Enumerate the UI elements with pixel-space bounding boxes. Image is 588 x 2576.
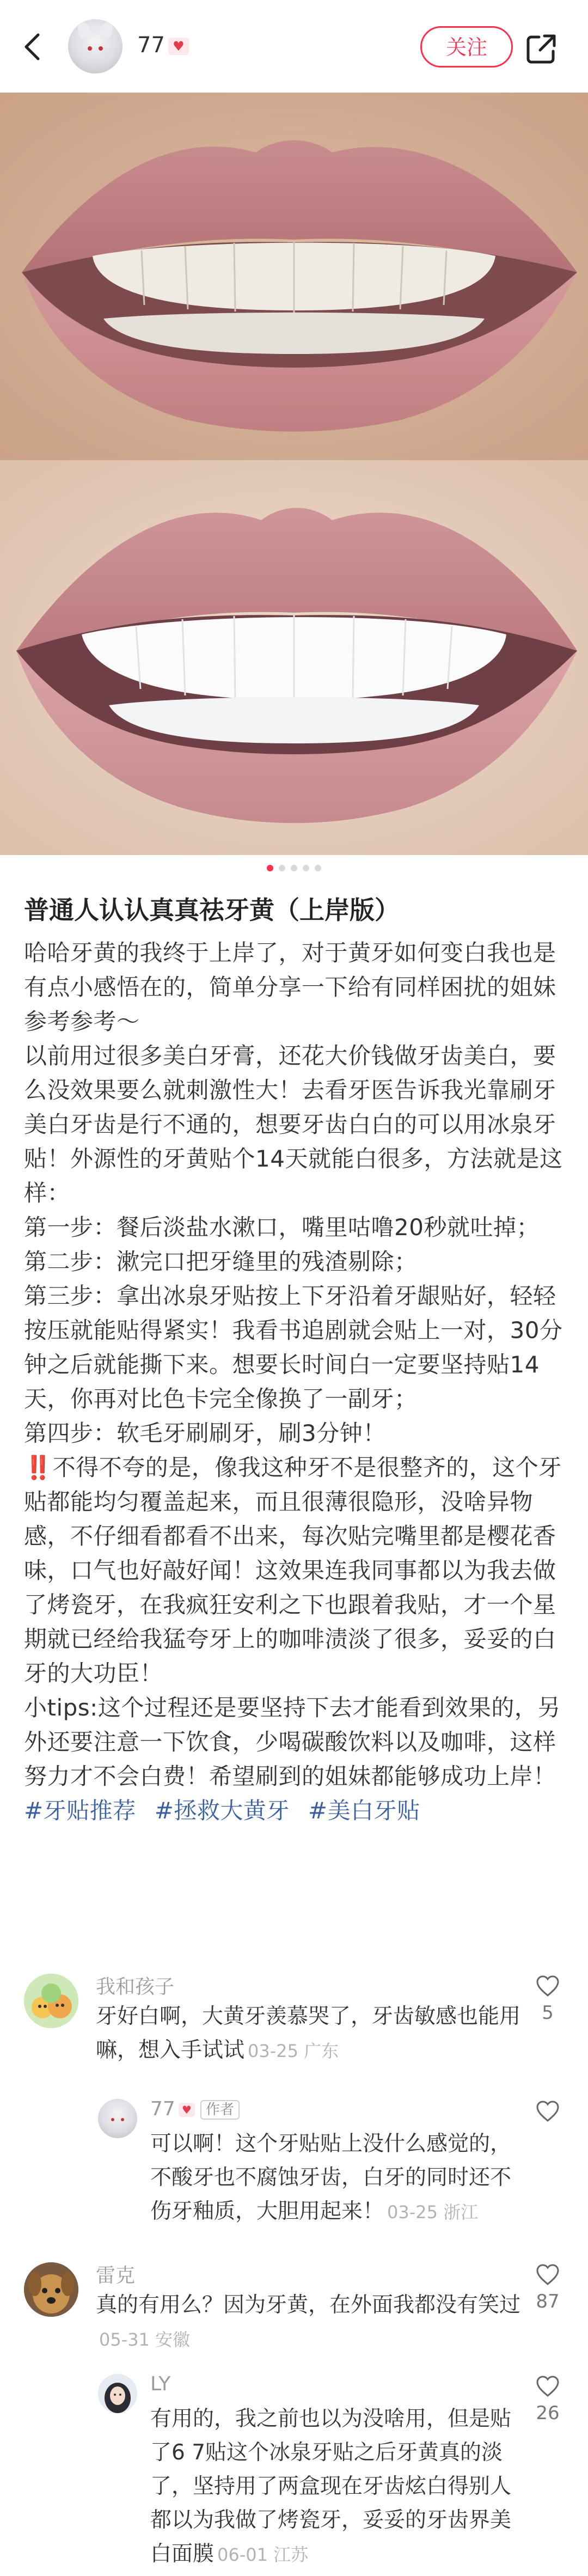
comment-item (0, 2260, 588, 2374)
post-paragraph: 第三步：拿出冰泉牙贴按上下牙沿着牙龈贴好，轻轻按压就能贴得紧实！我看书追剧就会贴上一对，30分钟之后就能撕下来。想要长时间白一定要坚持贴14天，你再对比色卡完全像换了一副牙； (24, 1283, 563, 1412)
heart-icon (536, 2375, 560, 2398)
reply-body: 有用的，我之前也以为没啥用，但是贴了6 7贴这个冰泉牙贴之后牙黄真的淡了，坚持用了两盒现在牙齿炫白得别人都以为我做了烤瓷牙，妥妥的牙齿界美白面膜 (150, 2407, 512, 2566)
post-paragraph: 以前用过很多美白牙膏，还花大价钱做牙齿美白，要么没效果要么就刺激性大！去看牙医告诉我光靠刷牙美白牙齿是行不通的，想要牙齿白白的可以用冰泉牙贴！外源性的牙黄贴个14天就能白很多，方法就是这样： (24, 1042, 563, 1206)
hashtag-link[interactable]: #美白牙贴 (308, 1797, 420, 1824)
carousel-indicator (0, 863, 588, 874)
heart-badge-icon: ♥ (168, 38, 189, 55)
heart-icon (536, 2100, 560, 2123)
like-button[interactable] (531, 2375, 564, 2424)
avatar-ear (99, 21, 115, 38)
reply-text[interactable] (150, 2402, 520, 2572)
author-reply-avatar[interactable] (98, 2099, 137, 2138)
reply-avatar[interactable] (98, 2374, 137, 2413)
comment-text[interactable] (96, 2288, 520, 2357)
author-name[interactable] (137, 33, 189, 58)
comment-meta: 03-25 广东 (248, 2041, 339, 2061)
back-button[interactable] (22, 32, 44, 62)
share-button[interactable] (524, 32, 559, 66)
reply-body: 可以啊！这个牙贴贴上没什么感觉的，不酸牙也不腐蚀牙齿，白牙的同时还不伤牙釉质，大胆用起来！ (150, 2132, 512, 2224)
reply-author-name[interactable]: LY (150, 2373, 171, 2395)
commenter-name[interactable]: 我和孩子 (96, 1976, 175, 1998)
author-name-text[interactable]: 77 (137, 33, 165, 58)
carousel-dot[interactable] (303, 865, 309, 871)
share-icon (524, 32, 559, 66)
commenter-avatar[interactable] (24, 1974, 78, 2028)
top-bar (0, 0, 588, 93)
post-title: 普通人认认真真祛牙黄（上岸版） (24, 895, 400, 925)
carousel-dot-active[interactable] (267, 865, 273, 871)
teeth-photo-before[interactable] (0, 93, 588, 460)
teeth-photo-before-image (0, 93, 588, 460)
carousel-dot[interactable] (291, 865, 297, 871)
post-paragraph: 哈哈牙黄的我终于上岸了，对于黄牙如何变白我也是有点小感悟在的，简单分享一下给有同样困扰的姐妹参考参考～ (24, 939, 556, 1035)
author-tag: 作者 (200, 2100, 240, 2120)
teeth-photo-after[interactable] (0, 460, 588, 855)
teeth-photo-after-image (0, 460, 588, 855)
comment-body: 真的有用么？因为牙黄，在外面我都没有笑过 (96, 2293, 521, 2317)
author-avatar-image (98, 2099, 137, 2138)
like-count: 5 (542, 2002, 554, 2024)
like-count: 26 (536, 2402, 560, 2424)
avatar-ear (76, 21, 92, 38)
reply-item (0, 2372, 588, 2576)
post-body (24, 936, 568, 1828)
like-button[interactable] (531, 2100, 564, 2127)
dog-avatar-image (24, 2262, 78, 2317)
carousel-dot[interactable] (279, 865, 285, 871)
cartoon-avatar-image (24, 1974, 78, 2028)
avatar-eye (99, 46, 103, 51)
comment-meta: 05-31 安徽 (99, 2329, 191, 2350)
comment-text[interactable] (96, 2000, 520, 2068)
follow-button[interactable]: 关注 (420, 26, 513, 68)
reply-meta: 03-25 浙江 (387, 2202, 479, 2223)
post-tips-text: 小tips:这个过程还是要坚持下去才能看到效果的，另外还要注意一下饮食，少喝碳酸饮料以及咖啡，这样努力才不会白费！希望刷到的姐妹都能够成功上岸！ (24, 1694, 561, 1790)
reply-text[interactable] (150, 2127, 520, 2229)
heart-icon (536, 2263, 560, 2286)
hashtag-link[interactable]: #拯救大黄牙 (154, 1797, 290, 1824)
like-button[interactable] (531, 2263, 564, 2312)
like-count: 87 (536, 2291, 560, 2312)
post-paragraph-highlight (24, 1450, 568, 1690)
reply-meta: 06-01 江苏 (217, 2544, 309, 2565)
heart-icon (536, 1975, 560, 1998)
heart-badge-icon: ♥ (179, 2103, 195, 2117)
author-avatar[interactable] (68, 19, 122, 74)
reply-author-name-text[interactable]: 77 (150, 2098, 175, 2120)
post-paragraph: 第一步：餐后淡盐水漱口，嘴里咕噜20秒就吐掉； (24, 1214, 540, 1241)
post-paragraph-tips (24, 1690, 568, 1828)
commenter-name[interactable]: 雷克 (96, 2264, 136, 2287)
post-paragraph-text: 不得不夸的是，像我这种牙不是很整齐的，这个牙贴都能均匀覆盖起来，而且很薄很隐形，没啥异物感，不仔细看都看不出来，每次贴完嘴里都是樱花香味，口气也好敲好闻！这效果连我同事都以为我去做了烤瓷牙，在我疯狂安利之下也跟着我贴，才一个星期就已经给我猛夸牙上的咖啡渍淡了很多，妥妥的白牙的大功臣！ (24, 1454, 562, 1687)
post-paragraph: 第二步：漱完口把牙缝里的残渣剔除； (24, 1248, 418, 1275)
like-button[interactable] (531, 1975, 564, 2024)
comment-item (0, 1971, 588, 2102)
commenter-avatar[interactable] (24, 2262, 78, 2317)
hashtag-link[interactable]: #牙贴推荐 (24, 1797, 136, 1824)
post-paragraph: 第四步：软毛牙刷刷牙，刷3分钟！ (24, 1420, 386, 1446)
chevron-left-icon (22, 32, 44, 62)
comment-body: 牙好白啊，大黄牙羡慕哭了，牙齿敏感也能用嘛，想入手试试 (96, 2004, 521, 2062)
girl-avatar-image (98, 2374, 137, 2413)
reply-author-name[interactable] (150, 2098, 240, 2120)
carousel-dot[interactable] (315, 865, 321, 871)
double-exclamation-icon: ‼️ (24, 1454, 53, 1481)
reply-item (0, 2097, 588, 2244)
avatar-eye (88, 46, 92, 51)
